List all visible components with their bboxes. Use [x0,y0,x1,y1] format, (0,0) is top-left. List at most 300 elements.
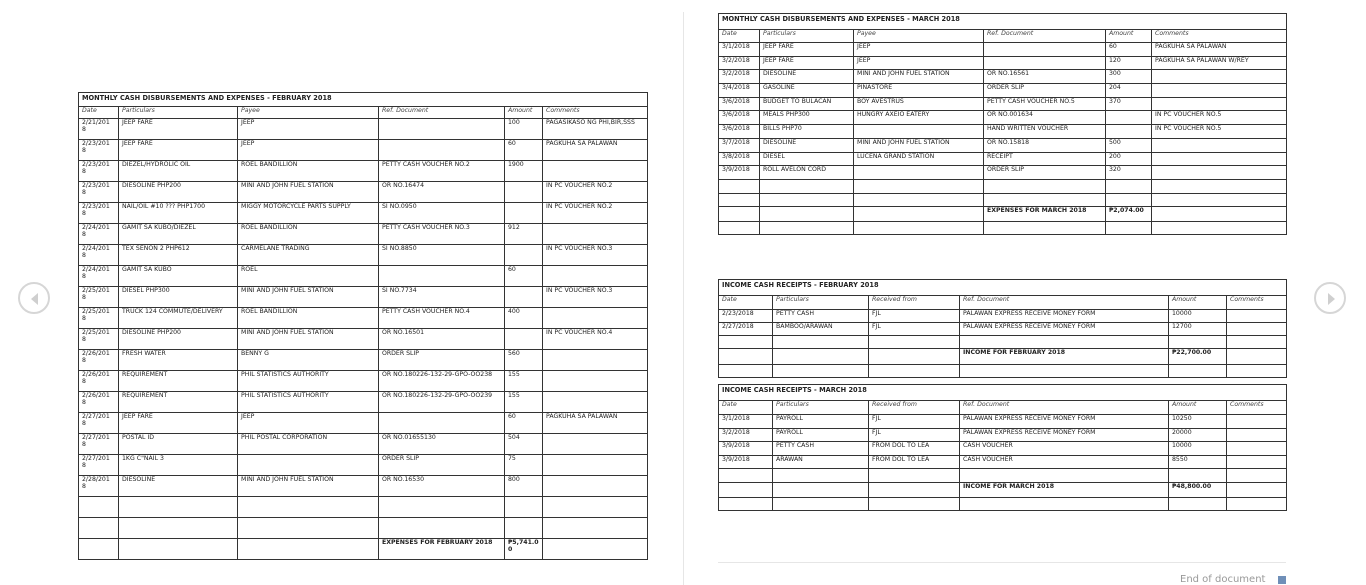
table-cell [1227,428,1287,442]
february-expenses-table [78,92,648,560]
table-cell: DIEZEL/HYDROLIC OIL [119,161,238,182]
table-row [79,161,648,182]
table-row [719,323,1287,336]
next-page-button[interactable] [1314,282,1346,314]
table-cell [773,469,869,483]
table-cell [505,182,543,203]
total-label: EXPENSES FOR MARCH 2018 [984,207,1106,222]
table-row [79,182,648,203]
table-cell [1152,193,1287,207]
table-cell [1227,323,1287,336]
table-cell: 60 [505,266,543,287]
end-of-document-marker [1278,576,1286,584]
table-row [79,392,648,413]
table-cell [869,469,960,483]
table-cell [984,43,1106,57]
table-cell [760,179,854,193]
table-row [79,245,648,266]
table-cell: 12700 [1169,323,1227,336]
table-cell [505,518,543,539]
table-cell: 200 [1106,152,1152,166]
table-cell: ARAWAN [773,455,869,469]
table-row [719,125,1287,139]
table-cell: 2/21/201 8 [79,119,119,140]
table-cell: ROEL BANDILLION [238,224,379,245]
table-cell [543,518,648,539]
col-header: Amount [1169,401,1227,415]
col-header: Particulars [760,30,854,43]
table-row [79,308,648,329]
table-cell: GAMIT SA KUBO [119,266,238,287]
table-cell: OR NO.180226-132-29-GPO-OO238 [379,371,505,392]
table-cell: 2/26/201 8 [79,371,119,392]
table-cell [1106,193,1152,207]
table-cell: PAGKUHA SA PALAWAN [543,413,648,434]
table-cell: MEALS PHP300 [760,111,854,125]
table-cell: PETTY CASH VOUCHER NO.4 [379,308,505,329]
table-cell: ORDER SLIP [379,455,505,476]
table-cell: OR NO.16561 [984,70,1106,84]
total-value: ₱22,700.00 [1169,349,1227,365]
table-row [719,442,1287,456]
table-cell [543,476,648,497]
table-cell: MINI AND JOHN FUEL STATION [238,476,379,497]
table-cell: FJL [869,428,960,442]
table-cell: 3/2/2018 [719,70,760,84]
table-cell: GAMIT SA KUBO/DIEZEL [119,224,238,245]
table-cell: 2/23/2018 [719,310,773,323]
table-row [719,310,1287,323]
chevron-right-icon [1324,291,1338,307]
table-cell [760,193,854,207]
table-cell: REQUIREMENT [119,371,238,392]
total-label: INCOME FOR FEBRUARY 2018 [960,349,1169,365]
table-cell: JEEP [854,56,984,70]
table-cell: 1900 [505,161,543,182]
table-row [79,140,648,161]
march-income-table [718,384,1287,511]
table-cell [1152,97,1287,111]
table-cell: SI NO.8850 [379,245,505,266]
table-cell [960,336,1169,349]
table-cell: IN PC VOUCHER NO.2 [543,182,648,203]
table-row [79,266,648,287]
table-cell: OR NO.15818 [984,138,1106,152]
table-cell: 2/23/201 8 [79,140,119,161]
table-cell: 2/23/201 8 [79,203,119,224]
table-cell: 3/6/2018 [719,111,760,125]
table-cell: IN PC VOUCHER NO.4 [543,329,648,350]
table-cell: 3/1/2018 [719,43,760,57]
total-value: ₱48,800.00 [1169,482,1227,497]
table-cell: DIESEL PHP300 [119,287,238,308]
table-cell: 60 [505,140,543,161]
table-cell: MINI AND JOHN FUEL STATION [238,182,379,203]
table-cell: 204 [1106,84,1152,98]
table-cell: BOY AVESTRUS [854,97,984,111]
table-cell: JEEP FARE [119,140,238,161]
table-cell: ROEL [238,266,379,287]
table-cell: ROEL BANDILLION [238,308,379,329]
table-cell: FJL [869,415,960,429]
col-header: Date [79,107,119,119]
table-cell: IN PC VOUCHER NO.3 [543,287,648,308]
table-row [79,413,648,434]
table-cell [1152,70,1287,84]
table-cell: POSTAL ID [119,434,238,455]
table-cell: JEEP FARE [760,43,854,57]
table-cell: ORDER SLIP [379,350,505,371]
table-title: MONTHLY CASH DISBURSEMENTS AND EXPENSES - FEBRUARY 2018 [79,93,648,107]
table-cell: PETTY CASH [773,310,869,323]
table-cell: 10250 [1169,415,1227,429]
table-cell: IN PC VOUCHER NO.2 [543,203,648,224]
table-cell: 912 [505,224,543,245]
table-cell: FRESH WATER [119,350,238,371]
table-cell: OR NO.180226-132-29-GPO-OO239 [379,392,505,413]
table-cell [543,266,648,287]
table-row [719,469,1287,483]
table-cell: PHIL POSTAL CORPORATION [238,434,379,455]
table-cell: 2/24/201 8 [79,266,119,287]
table-cell [379,140,505,161]
table-cell: 75 [505,455,543,476]
table-cell: BILLS PHP70 [760,125,854,139]
col-header: Comments [1152,30,1287,43]
table-cell: FROM DOL TO LEA [869,455,960,469]
table-cell [1152,166,1287,180]
table-cell: OR NO.16474 [379,182,505,203]
table-cell: PETTY CASH VOUCHER NO.3 [379,224,505,245]
table-cell: OR NO.16501 [379,329,505,350]
table-cell: ROEL BANDILLION [238,161,379,182]
table-cell: 800 [505,476,543,497]
table-cell: 2/23/201 8 [79,182,119,203]
table-cell: FJL [869,310,960,323]
table-cell [854,125,984,139]
table-cell: SI NO.7734 [379,287,505,308]
table-cell [238,497,379,518]
table-cell: 3/9/2018 [719,455,773,469]
table-cell: MINI AND JOHN FUEL STATION [854,70,984,84]
table-row [79,434,648,455]
table-cell: 300 [1106,70,1152,84]
table-cell [79,518,119,539]
table-row [79,497,648,518]
table-cell: JEEP [238,140,379,161]
table-cell [379,413,505,434]
table-cell: 10000 [1169,310,1227,323]
table-cell [238,455,379,476]
table-cell: 500 [1106,138,1152,152]
table-row [719,166,1287,180]
table-cell [719,336,773,349]
table-row [79,371,648,392]
table-cell: MINI AND JOHN FUEL STATION [238,287,379,308]
col-header: Particulars [773,401,869,415]
table-cell: 3/4/2018 [719,84,760,98]
table-row [719,138,1287,152]
table-cell: 1KG C"NAIL 3 [119,455,238,476]
table-cell: PALAWAN EXPRESS RECEIVE MONEY FORM [960,428,1169,442]
col-header: Amount [1106,30,1152,43]
table-row [719,152,1287,166]
table-cell: HUNGRY AXEIO EATERY [854,111,984,125]
table-row [79,119,648,140]
table-cell [505,245,543,266]
table-cell [505,497,543,518]
table-row [79,329,648,350]
table-cell: MIGGY MOTORCYCLE PARTS SUPPLY [238,203,379,224]
table-cell: 120 [1106,56,1152,70]
table-cell: PAGKUHA SA PALAWAN W/REY [1152,56,1287,70]
table-row [719,455,1287,469]
col-header: Ref. Document [379,107,505,119]
table-row [719,336,1287,349]
table-cell: 2/24/201 8 [79,224,119,245]
table-cell: 2/27/2018 [719,323,773,336]
table-cell [854,179,984,193]
table-cell: 2/25/201 8 [79,308,119,329]
table-cell: 3/7/2018 [719,138,760,152]
table-cell [1227,415,1287,429]
table-cell [1227,336,1287,349]
table-cell [1152,152,1287,166]
table-cell [1152,179,1287,193]
table-cell: TEX SENON 2 PHP612 [119,245,238,266]
table-cell: IN PC VOUCHER NO.5 [1152,111,1287,125]
col-header: Particulars [773,296,869,310]
table-cell: IN PC VOUCHER NO.3 [543,245,648,266]
table-cell: 3/6/2018 [719,97,760,111]
table-cell: PALAWAN EXPRESS RECEIVE MONEY FORM [960,323,1169,336]
table-cell [79,497,119,518]
table-row [79,287,648,308]
table-cell: 3/2/2018 [719,428,773,442]
table-cell: FJL [869,323,960,336]
col-header: Comments [1227,296,1287,310]
table-cell: DIESEL [760,152,854,166]
table-cell [543,497,648,518]
col-header: Amount [505,107,543,119]
table-cell: PHIL STATISTICS AUTHORITY [238,371,379,392]
col-header: Ref. Document [960,296,1169,310]
table-cell: 2/25/201 8 [79,329,119,350]
col-header: Ref. Document [984,30,1106,43]
table-cell: PETTY CASH [773,442,869,456]
table-cell: PALAWAN EXPRESS RECEIVE MONEY FORM [960,415,1169,429]
table-cell: JEEP FARE [119,413,238,434]
table-cell: JEEP FARE [119,119,238,140]
table-title: INCOME CASH RECEIPTS - FEBRUARY 2018 [719,280,1287,296]
col-header: Amount [1169,296,1227,310]
table-cell [984,56,1106,70]
table-row [719,97,1287,111]
table-cell: 3/1/2018 [719,415,773,429]
table-row [79,224,648,245]
table-cell [543,350,648,371]
table-cell [719,469,773,483]
table-cell: ROLL AVELON CORD [760,166,854,180]
col-header: Comments [1227,401,1287,415]
table-cell: JEEP [238,413,379,434]
table-cell [1169,336,1227,349]
table-cell: PINASTORE [854,84,984,98]
table-cell [1169,469,1227,483]
table-row [719,415,1287,429]
table-row [719,56,1287,70]
table-cell [1106,179,1152,193]
table-cell [1106,111,1152,125]
table-cell: 3/6/2018 [719,125,760,139]
table-cell [719,193,760,207]
table-row [719,179,1287,193]
end-of-document-label: End of document [1180,574,1266,585]
table-cell [119,497,238,518]
table-cell: TRUCK 124 COMMUTE/DELIVERY [119,308,238,329]
table-cell [1227,442,1287,456]
col-header: Payee [238,107,379,119]
table-row [79,476,648,497]
table-cell: LUCENA GRAND STATION [854,152,984,166]
march-expenses-table [718,13,1287,235]
table-cell: DIESOLINE [119,476,238,497]
col-header: Received from [869,401,960,415]
table-cell [543,161,648,182]
table-cell: JEEP FARE [760,56,854,70]
table-cell [984,179,1106,193]
page-bottom-rule [718,562,1286,563]
table-row [79,203,648,224]
table-cell: 2/27/201 8 [79,413,119,434]
table-cell: 2/28/201 8 [79,476,119,497]
page-divider [683,12,684,585]
table-cell [379,518,505,539]
february-income-table [718,279,1287,378]
table-cell: GASOLINE [760,84,854,98]
table-cell: 2/27/201 8 [79,434,119,455]
table-cell: PHIL STATISTICS AUTHORITY [238,392,379,413]
table-cell: 3/9/2018 [719,166,760,180]
table-cell [854,193,984,207]
total-label: INCOME FOR MARCH 2018 [960,482,1169,497]
table-row [79,455,648,476]
table-cell [1227,310,1287,323]
table-cell: DIESOLINE [760,70,854,84]
table-cell: DIESOLINE PHP200 [119,182,238,203]
table-cell: 2/26/201 8 [79,350,119,371]
table-cell: JEEP [854,43,984,57]
table-cell: 10000 [1169,442,1227,456]
table-cell [543,224,648,245]
table-cell: CASH VOUCHER [960,455,1169,469]
table-cell: OR NO.001634 [984,111,1106,125]
table-row [719,111,1287,125]
previous-page-button[interactable] [18,282,50,314]
table-cell [869,336,960,349]
total-value: ₱2,074.00 [1106,207,1152,222]
table-title: MONTHLY CASH DISBURSEMENTS AND EXPENSES - MARCH 2018 [719,14,1287,30]
table-cell: 8550 [1169,455,1227,469]
table-row [719,193,1287,207]
table-cell [960,469,1169,483]
table-row [719,428,1287,442]
table-cell: OR NO.01655130 [379,434,505,455]
table-cell [505,203,543,224]
table-cell: MINI AND JOHN FUEL STATION [854,138,984,152]
table-cell: PAYROLL [773,415,869,429]
table-cell [505,287,543,308]
table-cell: 320 [1106,166,1152,180]
table-cell: PAGKUHA SA PALAWAN [543,140,648,161]
table-row [719,43,1287,57]
table-cell: OR NO.16530 [379,476,505,497]
table-cell: MINI AND JOHN FUEL STATION [238,329,379,350]
col-header: Particulars [119,107,238,119]
table-cell [1227,469,1287,483]
table-cell: ORDER SLIP [984,166,1106,180]
table-row [79,350,648,371]
table-cell [543,455,648,476]
table-row [719,70,1287,84]
table-cell: ORDER SLIP [984,84,1106,98]
table-cell: PETTY CASH VOUCHER NO.5 [984,97,1106,111]
table-cell: 3/2/2018 [719,56,760,70]
table-cell: SI NO.0950 [379,203,505,224]
table-cell [543,434,648,455]
table-cell: BENNY G [238,350,379,371]
table-cell [379,497,505,518]
table-cell [379,266,505,287]
table-cell [119,518,238,539]
table-cell: 560 [505,350,543,371]
col-header: Ref. Document [960,401,1169,415]
table-cell: CARMELANE TRADING [238,245,379,266]
table-cell [238,518,379,539]
table-cell: 100 [505,119,543,140]
table-cell: PETTY CASH VOUCHER NO.2 [379,161,505,182]
table-title: INCOME CASH RECEIPTS - MARCH 2018 [719,385,1287,401]
total-value: ₱5,741.0 0 [505,539,543,560]
chevron-left-icon [28,291,42,307]
table-row [79,518,648,539]
table-cell [543,308,648,329]
table-cell: 370 [1106,97,1152,111]
table-cell [1152,138,1287,152]
table-cell [854,166,984,180]
table-cell: 60 [1106,43,1152,57]
table-cell: JEEP [238,119,379,140]
table-row [719,84,1287,98]
table-cell: 2/26/201 8 [79,392,119,413]
table-cell: 3/8/2018 [719,152,760,166]
col-header: Date [719,401,773,415]
table-cell: 20000 [1169,428,1227,442]
table-cell [1227,455,1287,469]
table-cell: CASH VOUCHER [960,442,1169,456]
table-cell [1106,125,1152,139]
table-cell [719,179,760,193]
table-cell [543,371,648,392]
col-header: Payee [854,30,984,43]
table-cell: IN PC VOUCHER NO.5 [1152,125,1287,139]
table-cell: 2/24/201 8 [79,245,119,266]
table-cell: DIESOLINE PHP200 [119,329,238,350]
table-cell [379,119,505,140]
table-cell: 3/9/2018 [719,442,773,456]
table-cell: FROM DOL TO LEA [869,442,960,456]
table-cell: 155 [505,392,543,413]
